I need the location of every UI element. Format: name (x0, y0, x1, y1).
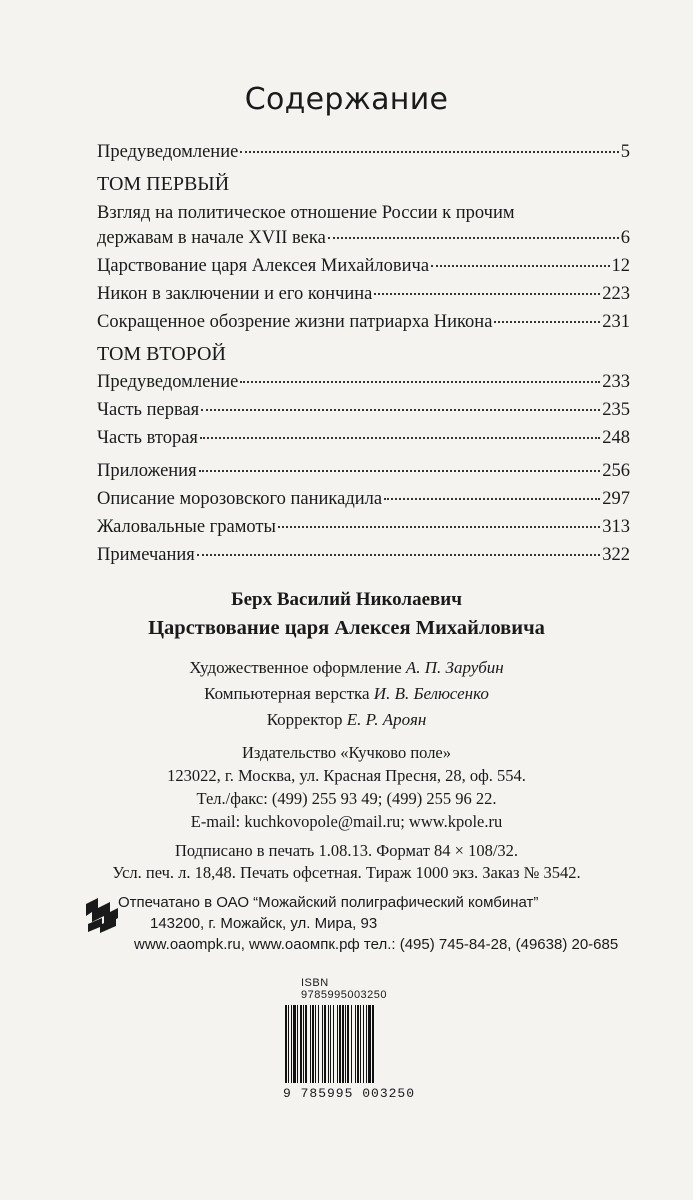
printer-line-2: 143200, г. Можайск, ул. Мира, 93 (150, 915, 378, 932)
barcode-bar (310, 1005, 311, 1083)
toc-page-number: 313 (602, 517, 630, 537)
dot-leader (431, 265, 609, 267)
barcode-bar (339, 1005, 341, 1083)
barcode-bar (366, 1005, 367, 1083)
dot-leader (328, 237, 619, 239)
barcode-bar (322, 1005, 323, 1083)
barcode-bar (285, 1005, 287, 1083)
barcode-bar (288, 1005, 289, 1083)
toc-page-number: 223 (602, 284, 630, 304)
toc-page-number: 5 (620, 142, 630, 162)
credit-name: И. В. Белюсенко (373, 684, 489, 703)
toc-entry-text: Сокращенное обозрение жизни патриарха Никона (97, 312, 493, 332)
barcode-bar (293, 1005, 296, 1083)
barcode-bar (312, 1005, 314, 1083)
barcode-bar (357, 1005, 359, 1083)
dot-leader (199, 470, 601, 472)
printer-line-3: www.oaompk.ru, www.оаомпк.рф тел.: (495) 745-84-28, (49638) 20-685 (134, 936, 619, 953)
barcode-bar (360, 1005, 361, 1083)
credit-proofreader (0, 709, 693, 731)
credit-name: А. П. Зарубин (405, 658, 504, 677)
barcode-bar (347, 1005, 349, 1083)
book-title: Царствование царя Алексея Михайловича (148, 617, 545, 639)
barcode-bar (328, 1005, 329, 1083)
author-name: Берх Василий Николаевич (231, 589, 462, 610)
toc-entry-text: державам в начале XVII века (97, 228, 326, 248)
dot-leader (200, 437, 600, 439)
barcode-bar (300, 1005, 302, 1083)
toc-entry-vol1-3 (97, 283, 630, 305)
barcode-bar (351, 1005, 352, 1083)
toc-entry-text: Взгляд на политическое отношение России к прочим (97, 203, 515, 223)
dot-leader (197, 554, 600, 556)
toc-entry-vol1-4 (97, 311, 630, 333)
barcode-bar (291, 1005, 292, 1083)
barcode-bar (363, 1005, 364, 1083)
isbn-label: ISBN 9785995003250 (301, 977, 388, 1001)
barcode-bar (315, 1005, 316, 1083)
toc-entry-text: Описание морозовского паникадила (97, 489, 383, 509)
barcode-bar (330, 1005, 331, 1083)
toc-page-number: 256 (602, 461, 630, 481)
barcode-bar (355, 1005, 356, 1083)
publisher-phone: Тел./факс: (499) 255 93 49; (499) 255 96 22. (196, 789, 497, 808)
credit-label: Компьютерная верстка (204, 684, 370, 703)
credit-name: Е. Р. Ароян (346, 710, 427, 729)
toc-title: Содержание (244, 82, 449, 117)
credit-design (0, 657, 693, 679)
toc-page-number: 297 (602, 489, 630, 509)
volume-one-title: ТОМ ПЕРВЫЙ (97, 173, 230, 195)
toc-entry-text: Часть первая (97, 400, 200, 420)
isbn-digits: 9 785995 003250 (283, 1086, 416, 1101)
barcode-bar (318, 1005, 319, 1083)
toc-entry-text: Приложения (97, 461, 197, 481)
barcode-bar (303, 1005, 304, 1083)
publisher-email: E-mail: kuchkovopole@mail.ru; www.kpole.ru (190, 812, 503, 831)
dot-leader (240, 381, 600, 383)
print-signed-info: Подписано в печать 1.08.13. Формат 84 × 108/32. (174, 841, 519, 860)
toc-entry-text: Жаловальные грамоты (97, 517, 276, 537)
barcode-bar (345, 1005, 346, 1083)
toc-entry-text: Предуведомление (97, 142, 239, 162)
toc-page-number: 231 (602, 312, 630, 332)
dot-leader (494, 321, 600, 323)
barcode-bar (297, 1005, 298, 1083)
toc-page-number: 322 (602, 545, 630, 565)
printer-logo-icon (84, 896, 120, 934)
barcode-bar (333, 1005, 334, 1083)
toc-entry-text: Никон в заключении и его кончина (97, 284, 373, 304)
toc-entry-text: Царствование царя Алексея Михайловича (97, 256, 430, 276)
toc-page-number: 12 (611, 256, 630, 276)
toc-entry-appendix-3 (97, 516, 630, 538)
printer-line-1: Отпечатано в ОАО “Можайский полиграфический комбинат” (118, 894, 539, 911)
print-specs: Усл. печ. л. 18,48. Печать офсетная. Тираж 1000 экз. Заказ № 3542. (112, 863, 581, 882)
toc-entry-text: Примечания (97, 545, 195, 565)
credit-label: Корректор (266, 710, 343, 729)
barcode-bar (305, 1005, 307, 1083)
toc-entry-vol2-1 (97, 371, 630, 393)
toc-page-number: 6 (620, 228, 630, 248)
toc-page-number: 233 (602, 372, 630, 392)
toc-entry-vol1-1 (97, 227, 630, 249)
toc-entry-vol2-2 (97, 399, 630, 421)
toc-entry-vol2-3 (97, 427, 630, 449)
toc-entry-appendix-1 (97, 460, 630, 482)
toc-entry-appendix-2 (97, 488, 630, 510)
dot-leader (374, 293, 600, 295)
toc-entry-preface (97, 141, 630, 163)
dot-leader (278, 526, 600, 528)
credit-label: Художественное оформление (189, 658, 402, 677)
barcode-bars (283, 1005, 410, 1083)
dot-leader (201, 409, 600, 411)
toc-entry-appendix-4 (97, 544, 630, 566)
publisher-name: Издательство «Кучково поле» (241, 743, 452, 762)
toc-page-number: 235 (602, 400, 630, 420)
dot-leader (240, 151, 618, 153)
barcode-bar (324, 1005, 326, 1083)
volume-two-title: ТОМ ВТОРОЙ (97, 343, 226, 365)
barcode-bar (342, 1005, 344, 1083)
barcode-bar (337, 1005, 338, 1083)
barcode-bar (372, 1005, 374, 1083)
toc-entry-vol1-2 (97, 255, 630, 277)
publisher-address: 123022, г. Москва, ул. Красная Пресня, 28, оф. 554. (167, 766, 526, 785)
toc-entry-text: Предуведомление (97, 372, 239, 392)
credit-layout (0, 683, 693, 705)
toc-page-number: 248 (602, 428, 630, 448)
isbn-barcode (283, 977, 416, 1101)
dot-leader (384, 498, 600, 500)
toc-entry-text: Часть вторая (97, 428, 198, 448)
barcode-bar (368, 1005, 371, 1083)
